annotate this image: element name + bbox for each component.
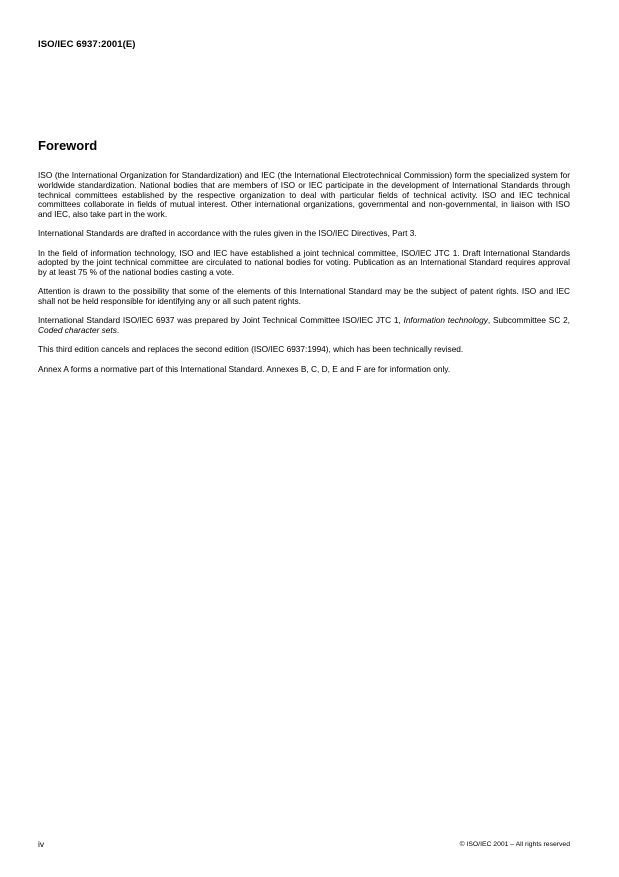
document-header-id: ISO/IEC 6937:2001(E) [38,39,136,50]
prepared-by-italic-a: Information technology [403,315,488,326]
paragraph-annexes: Annex A forms a normative part of this International Standard. Annexes B, C, D, E and F are for information only. [38,363,451,374]
paragraph-organizations: ISO (the International Organization for Standardization) and IEC (the International Electrotechnical Commission) form the specialized system for worldwide standardization. National bodies that are members of ISO or IEC participate in the development of International Standards through technical committees established by the respective organization to deal with particular fields of technical activity. ISO and IEC technical committees collaborate in fields of mutual interest. Other international organizations, governmental and non-governmental, in liaison with ISO and IEC, also take part in the work. [38,170,570,220]
paragraph-edition: This third edition cancels and replaces the second edition (ISO/IEC 6937:1994), which has been technically revised. [38,344,464,355]
paragraph-patent-rights: Attention is drawn to the possibility that some of the elements of this International Standard may be the subject of patent rights. ISO and IEC shall not be held responsible for identifying any or all such patent rights. [38,286,570,307]
prepared-by-text-c: . [116,325,120,336]
foreword-heading: Foreword [38,138,98,153]
paragraph-joint-committee: In the field of information technology, ISO and IEC have established a joint technical committee, ISO/IEC JTC 1. Draft International Standards adopted by the joint technical committee are circulated to national bodies for voting. Publication as an International Standard requires approval by at least 75 % of the national bodies casting a vote. [38,247,570,278]
foreword-body [38,171,570,384]
page-number: iv [38,839,45,849]
prepared-by-text-a: International Standard ISO/IEC 6937 was prepared by Joint Technical Committee ISO/IEC JTC 1, [38,315,404,326]
prepared-by-italic-b: Coded character sets [38,325,117,336]
prepared-by-text-b: , Subcommittee SC 2, [487,315,570,326]
paragraph-directives: International Standards are drafted in accordance with the rules given in the ISO/IEC Directives, Part 3. [38,228,417,239]
paragraph-prepared-by [38,316,570,336]
copyright-notice: © ISO/IEC 2001 – All rights reserved [459,841,570,848]
